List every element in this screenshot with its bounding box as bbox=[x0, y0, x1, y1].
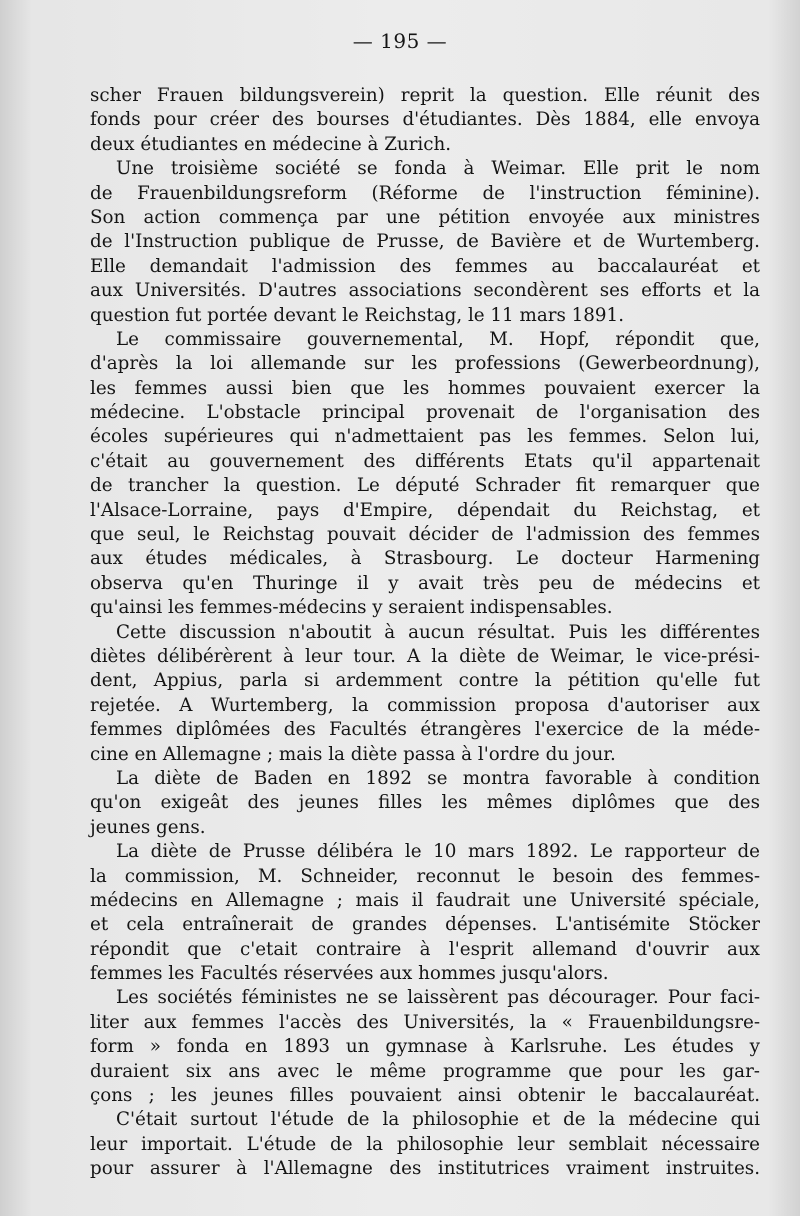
text-line: liter aux femmes l'accès des Universités, la « Frauenbildungsre- bbox=[90, 1011, 760, 1033]
text-line: d'après la loi allemande sur les professions (Gewerbeordnung), bbox=[90, 353, 760, 375]
text-line: çons ; les jeunes filles pouvaient ainsi obtenir le baccalauréat. bbox=[90, 1085, 760, 1107]
text-line: pour assurer à l'Allemagne des institutrices vraiment instruites. bbox=[90, 1158, 760, 1180]
text-line: question fut portée devant le Reichstag, le 11 mars 1891. bbox=[90, 304, 625, 326]
body-text bbox=[90, 84, 760, 1182]
text-line: qu'on exigeât des jeunes filles les mêmes diplômes que des bbox=[90, 792, 760, 814]
text-line: Une troisième société se fonda à Weimar. Elle prit le nom bbox=[116, 158, 760, 180]
text-line: dent, Appius, parla si ardemment contre la pétition qu'elle fut bbox=[90, 670, 760, 692]
text-line: jeunes gens. bbox=[90, 816, 206, 838]
text-line: de trancher la question. Le député Schrader fit remarquer que bbox=[90, 475, 760, 497]
text-line: fonds pour créer des bourses d'étudiantes. Dès 1884, elle envoya bbox=[90, 109, 760, 131]
text-line: aux Universités. D'autres associations secondèrent ses efforts et la bbox=[90, 280, 760, 302]
text-line: Cette discussion n'aboutit à aucun résultat. Puis les différentes bbox=[116, 621, 760, 643]
text-line: Les sociétés féministes ne se laissèrent pas décourager. Pour faci- bbox=[116, 987, 760, 1009]
text-line: aux études médicales, à Strasbourg. Le docteur Harmening bbox=[90, 548, 760, 570]
text-line: qu'ainsi les femmes-médecins y seraient indispensables. bbox=[90, 597, 613, 619]
text-line: La diète de Baden en 1892 se montra favorable à condition bbox=[116, 767, 760, 789]
text-line: diètes délibérèrent à leur tour. A la diète de Weimar, le vice-prési- bbox=[90, 645, 760, 667]
text-line: médecins en Allemagne ; mais il faudrait une Université spéciale, bbox=[90, 889, 760, 911]
text-line: femmes diplômées des Facultés étrangères l'exercice de la méde- bbox=[90, 719, 760, 741]
text-line: cine en Allemagne ; mais la diète passa à l'ordre du jour. bbox=[90, 743, 616, 765]
text-line: et cela entraînerait de grandes dépenses. L'antisémite Stöcker bbox=[90, 914, 760, 936]
text-line: l'Alsace-Lorraine, pays d'Empire, dépendait du Reichstag, et bbox=[90, 499, 760, 521]
text-line: Son action commença par une pétition envoyée aux ministres bbox=[90, 206, 760, 228]
text-line: répondit que c'etait contraire à l'esprit allemand d'ouvrir aux bbox=[90, 938, 760, 960]
text-line: observa qu'en Thuringe il y avait très peu de médecins et bbox=[90, 572, 760, 594]
text-line: écoles supérieures qui n'admettaient pas les femmes. Selon lui, bbox=[90, 426, 760, 448]
text-line: c'était au gouvernement des différents Etats qu'il appartenait bbox=[90, 450, 760, 472]
text-line: Elle demandait l'admission des femmes au baccalauréat et bbox=[90, 255, 760, 277]
text-line: la commission, M. Schneider, reconnut le besoin des femmes- bbox=[90, 865, 760, 887]
text-line: scher Frauen bildungsverein) reprit la question. Elle réunit des bbox=[90, 85, 760, 106]
text-line: femmes les Facultés réservées aux hommes jusqu'alors. bbox=[90, 963, 609, 985]
text-line: rejetée. A Wurtemberg, la commission proposa d'autoriser aux bbox=[90, 694, 760, 716]
text-line: C'était surtout l'étude de la philosophie et de la médecine qui bbox=[116, 1109, 760, 1131]
text-line: deux étudiantes en médecine à Zurich. bbox=[90, 133, 452, 155]
text-line: La diète de Prusse délibéra le 10 mars 1892. Le rapporteur de bbox=[116, 841, 760, 863]
text-line: duraient six ans avec le même programme que pour les gar- bbox=[90, 1060, 760, 1082]
text-line: médecine. L'obstacle principal provenait de l'organisation des bbox=[90, 402, 760, 424]
text-line: les femmes aussi bien que les hommes pouvaient exercer la bbox=[90, 377, 760, 399]
text-line: Le commissaire gouvernemental, M. Hopf, répondit que, bbox=[116, 328, 760, 350]
text-line: que seul, le Reichstag pouvait décider de l'admission des femmes bbox=[90, 524, 760, 546]
text-line: leur importait. L'étude de la philosophie leur semblait nécessaire bbox=[90, 1133, 760, 1155]
page-number: — 195 — bbox=[352, 29, 448, 53]
text-line: de l'Instruction publique de Prusse, de Bavière et de Wurtemberg. bbox=[90, 231, 760, 253]
text-line: de Frauenbildungsreform (Réforme de l'instruction féminine). bbox=[90, 182, 760, 204]
text-line: form » fonda en 1893 un gymnase à Karlsruhe. Les études y bbox=[90, 1036, 760, 1058]
